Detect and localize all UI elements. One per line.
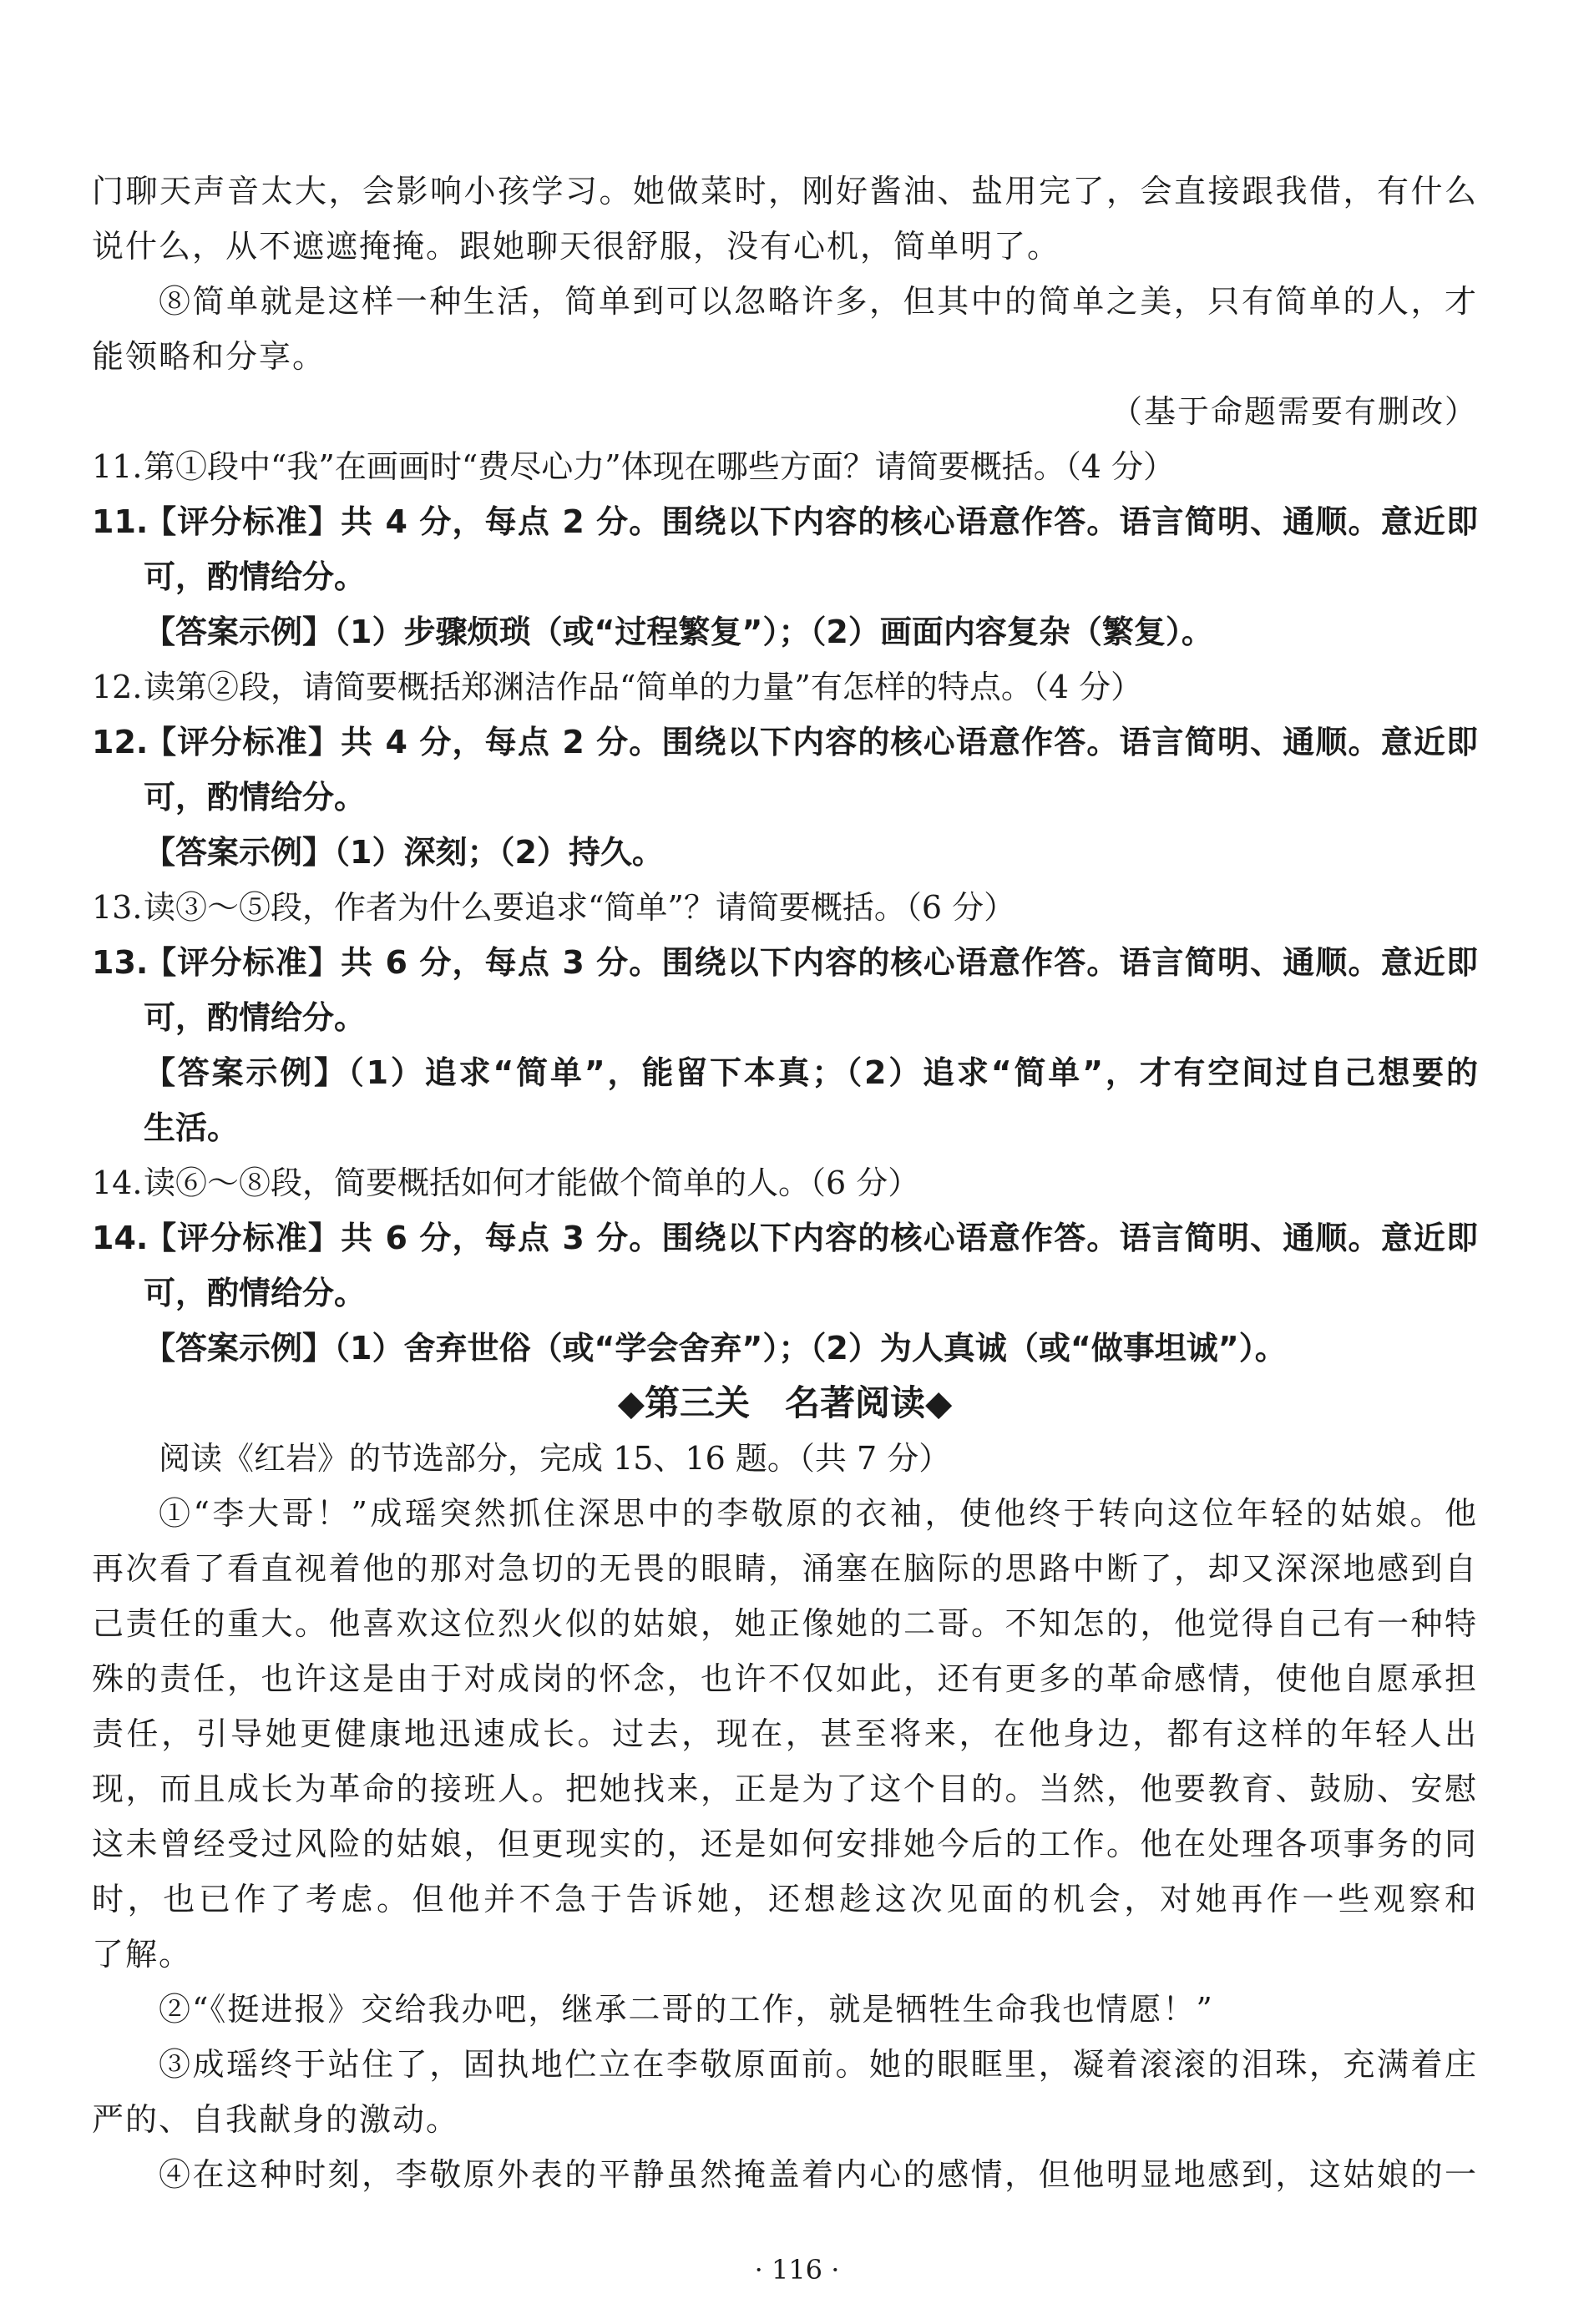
scoring-continuation: 可，酌情给分。 [144,999,367,1036]
novel-line: 了解。 [92,1936,193,1973]
novel-line: 严的、自我献身的激动。 [92,2101,460,2138]
question-text: 读⑥～⑧段，简要概括如何才能做个简单的人。（6 分） [144,1165,920,1201]
passage-line: 能领略和分享。 [92,338,326,375]
answer-example-13: 【答案示例】（1）追求“简单”，能留下本真；（2）追求“简单”，才有空间过自己想要的 [144,1054,1478,1091]
passage-line: 说什么，从不遮遮掩掩。跟她聊天很舒服，没有心机，简单明了。 [92,228,1061,265]
novel-line: ②“《挺进报》交给我办吧，继承二哥的工作，就是牺牲生命我也情愿！” [159,1991,1214,2028]
novel-line: 己责任的重大。他喜欢这位烈火似的姑娘，她正像她的二哥。不知怎的，他觉得自己有一种特 [92,1605,1478,1642]
section-title: ◆第三关 名著阅读◆ [617,1382,953,1423]
question-number: 11. [92,448,143,485]
scoring-number: 12. [92,724,149,760]
answer-continuation: 生活。 [144,1109,240,1146]
passage-line: 门聊天声音太大，会影响小孩学习。她做菜时，刚好酱油、盐用完了，会直接跟我借，有什么 [92,173,1478,210]
question-12 [92,659,1478,715]
novel-line: 殊的责任，也许这是由于对成岗的怀念，也许不仅如此，还有更多的革命感情，使他自愿承担 [92,1660,1478,1697]
scoring-standard-13 [92,935,1478,990]
page-number: · 116 · [754,2254,840,2286]
novel-line: 时，也已作了考虑。但他并不急于告诉她，还想趁这次见面的机会，对她再作一些观察和 [92,1881,1478,1917]
scoring-continuation: 可，酌情给分。 [144,779,367,816]
scoring-number: 14. [92,1220,149,1256]
scoring-text: 【评分标准】共 6 分，每点 3 分。围绕以下内容的核心语意作答。语言简明、通顺。意近即 [144,944,1478,981]
page-body [92,164,1478,2202]
novel-line: 责任，引导她更健康地迅速成长。过去，现在，甚至将来，在他身边，都有这样的年轻人出 [92,1715,1478,1752]
question-text: 第①段中“我”在画画时“费尽心力”体现在哪些方面？请简要概括。（4 分） [144,448,1175,485]
scoring-continuation: 可，酌情给分。 [144,558,367,595]
passage-line: ⑧简单就是这样一种生活，简单到可以忽略许多，但其中的简单之美，只有简单的人，才 [159,283,1478,320]
scoring-standard-11 [92,494,1478,549]
question-text: 读③～⑤段，作者为什么要追求“简单”？请简要概括。（6 分） [144,889,1016,926]
novel-line: ③成瑶终于站住了，固执地伫立在李敬原面前。她的眼眶里，凝着滚滚的泪珠，充满着庄 [159,2046,1478,2083]
scoring-text: 【评分标准】共 4 分，每点 2 分。围绕以下内容的核心语意作答。语言简明、通顺。意近即 [144,724,1478,760]
answer-example-12: 【答案示例】（1）深刻；（2）持久。 [144,834,664,871]
answer-example-11: 【答案示例】（1）步骤烦琐（或“过程繁复”）；（2）画面内容复杂（繁复）。 [144,614,1213,650]
answer-example-14: 【答案示例】（1）舍弃世俗（或“学会舍弃”）；（2）为人真诚（或“做事坦诚”）。 [144,1330,1287,1367]
question-number: 14. [92,1165,143,1201]
source-note: （基于命题需要有删改） [1110,393,1478,430]
scoring-text: 【评分标准】共 4 分，每点 2 分。围绕以下内容的核心语意作答。语言简明、通顺。意近即 [144,503,1478,540]
novel-line: 再次看了看直视着他的那对急切的无畏的眼睛，涌塞在脑际的思路中断了，却又深深地感到自 [92,1550,1478,1587]
scoring-number: 11. [92,503,149,540]
question-number: 12. [92,669,143,705]
question-number: 13. [92,889,143,926]
section-intro: 阅读《红岩》的节选部分，完成 15、16 题。（共 7 分） [159,1440,951,1477]
question-text: 读第②段，请简要概括郑渊洁作品“简单的力量”有怎样的特点。（4 分） [144,669,1143,705]
scoring-number: 13. [92,944,149,981]
scoring-standard-12 [92,715,1478,770]
question-13 [92,880,1478,935]
scoring-standard-14 [92,1210,1478,1266]
question-14 [92,1155,1478,1210]
scoring-text: 【评分标准】共 6 分，每点 3 分。围绕以下内容的核心语意作答。语言简明、通顺。意近即 [144,1220,1478,1256]
novel-line: ①“李大哥！”成瑶突然抓住深思中的李敬原的衣袖，使他终于转向这位年轻的姑娘。他 [159,1495,1478,1532]
novel-line: 现，而且成长为革命的接班人。把她找来，正是为了这个目的。当然，他要教育、鼓励、安慰 [92,1771,1478,1807]
novel-line: 这未曾经受过风险的姑娘，但更现实的，还是如何安排她今后的工作。他在处理各项事务的同 [92,1826,1478,1862]
question-11 [92,439,1478,494]
scoring-continuation: 可，酌情给分。 [144,1275,367,1311]
novel-line: ④在这种时刻，李敬原外表的平静虽然掩盖着内心的感情，但他明显地感到，这姑娘的一 [159,2156,1478,2193]
